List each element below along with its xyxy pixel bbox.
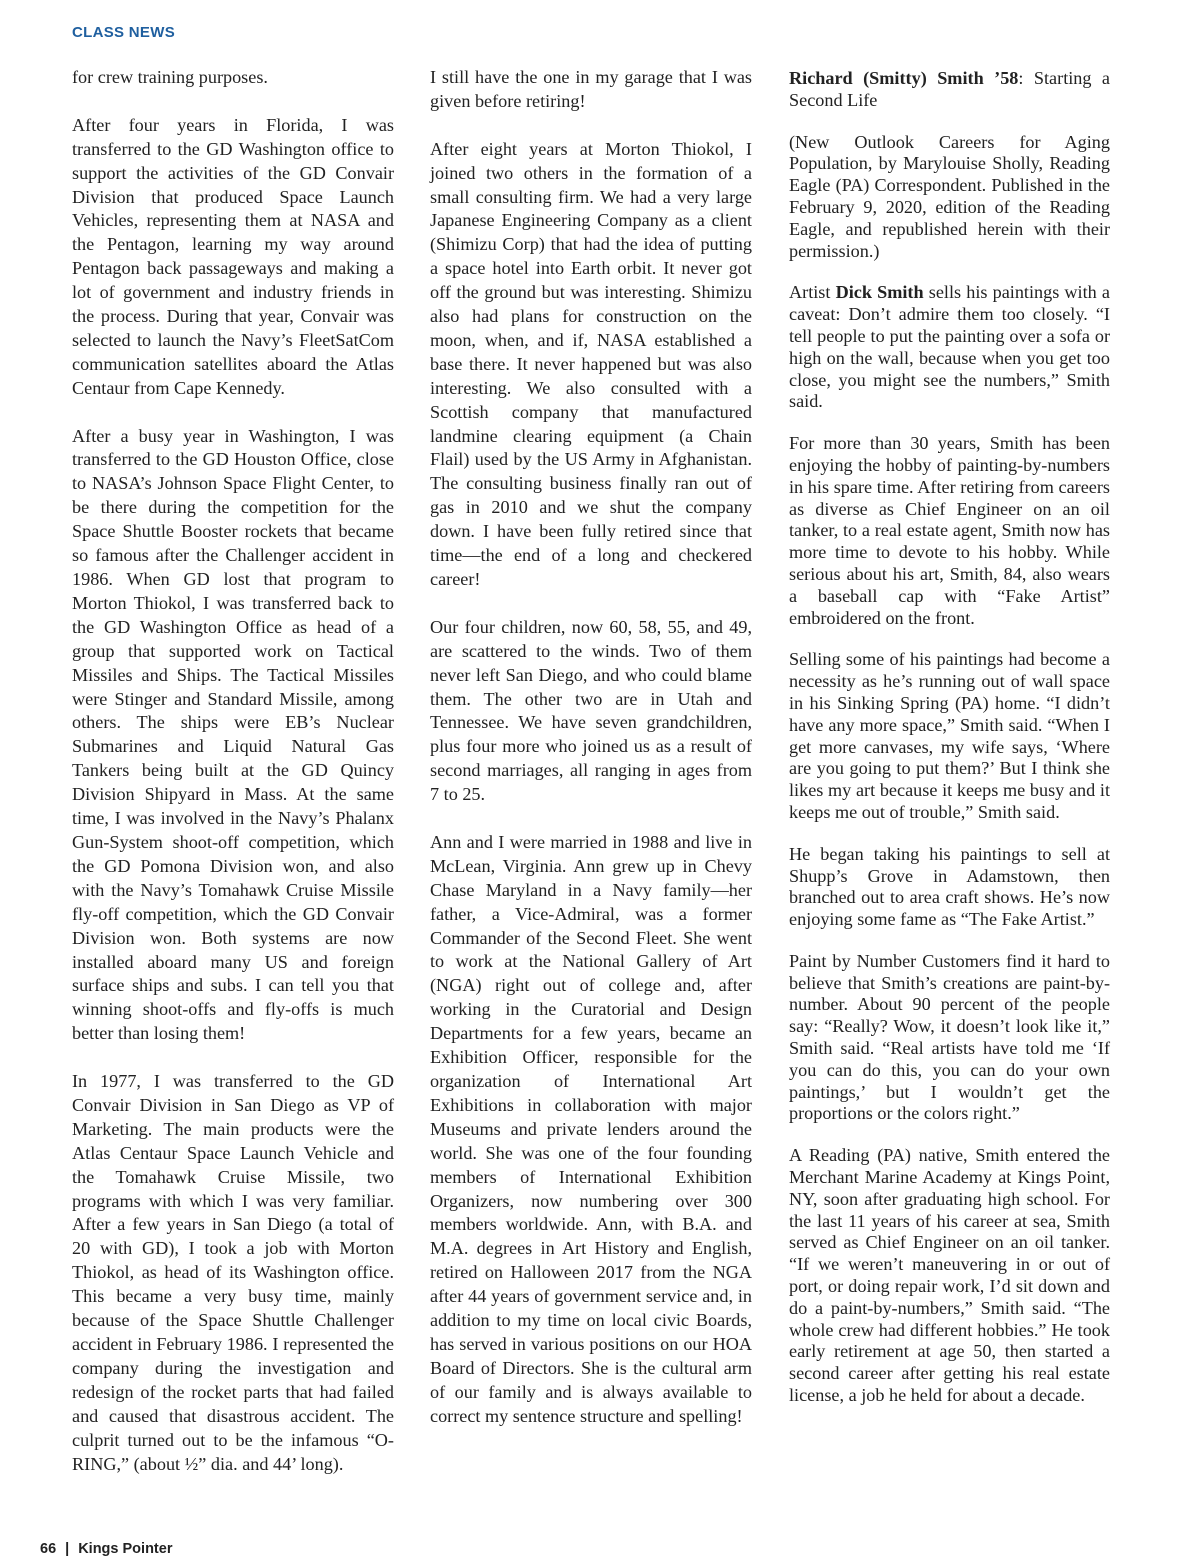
article-attribution: (New Outlook Careers for Aging Population, by Marylouise Sholly, Reading Eagle (PA) Correspondent. Published in the February 9, 2020, edition of the Reading Eagle, and republished herein with their permission.): [789, 131, 1110, 261]
body-paragraph: Our four children, now 60, 58, 55, and 49, are scattered to the winds. Two of them never left San Diego, and who could blame them. The other two are in Utah and Tennessee. We have seven grandchildren, plus four more who joined us as a result of second marriages, all ranging in ages from 7 to 25.: [430, 616, 752, 805]
artist-name: Dick Smith: [835, 282, 924, 303]
column-3: [789, 68, 1110, 1427]
column-2: [430, 66, 752, 1429]
body-paragraph: After four years in Florida, I was transferred to the GD Washington office to support the activities of the GD Convair Division that produced Space Launch Vehicles, representing them at NASA and the Pentagon, learning my way around Pentagon back passageways and making a lot of government and industry friends in the process. During that year, Convair was selected to launch the Navy’s FleetSatCom communication satellites aboard the Atlas Centaur from Cape Kennedy.: [72, 114, 394, 398]
article-heading-name: Richard (Smitty) Smith ’58: [789, 68, 1019, 88]
body-paragraph: Selling some of his paintings had become a necessity as he’s running out of wall space in his Sinking Spring (PA) home. “I didn’t have any more space,” Smith said. “When I get more canvases, my wife says, ‘Where are you going to put them?’ But I think she likes my art because it keeps me busy and it keeps me out of trouble,” Smith said.: [789, 649, 1110, 822]
article-heading-subtitle: : Starting a Second Life: [789, 68, 1111, 110]
section-header: CLASS NEWS: [72, 24, 176, 41]
publication-name: Kings Pointer: [78, 1541, 173, 1557]
body-paragraph: After eight years at Morton Thiokol, I joined two others in the formation of a small consulting firm. We had a very large Japanese Engineering Company as a client (Shimizu Corp) that had the idea of putting a space hotel into Earth orbit. It never got off the ground but was interesting. Shimizu also had plans for construction on the moon, when, and if, NASA established a base there. It never happened but was also interesting. We also consulted with a Scottish company that manufactured landmine clearing equipment (a Chain Flail) used by the US Army in Afghanistan. The consulting business finally ran out of gas in 2010 and we shut the company down. I have been fully retired since that time—the end of a long and checkered career!: [430, 138, 752, 590]
text-run: Artist: [789, 282, 836, 303]
page-footer: [40, 1541, 172, 1557]
body-paragraph: Ann and I were married in 1988 and live in McLean, Virginia. Ann grew up in Chevy Chase Maryland in a Navy family—her father, a Vice-Admiral, was a former Commander of the Second Fleet. She went to work at the National Gallery of Art (NGA) right out of college and, after working in the Curatorial and Design Departments for a few years, became an Exhibition Officer, responsible for the organization of International Art Exhibitions in collaboration with major Museums and private lenders around the world. She was one of the four founding members of International Exhibition Organizers, now numbering over 300 members worldwide. Ann, with B.A. and M.A. degrees in Art History and English, retired on Halloween 2017 from the NGA after 44 years of government service and, in addition to my time on local civic Boards, has served in various positions on our HOA Board of Directors. She is the cultural arm of our family and is always available to correct my sentence structure and spelling!: [430, 831, 752, 1426]
body-paragraph: He began taking his paintings to sell at Shupp’s Grove in Adamstown, then branched out to area craft shows. He’s now enjoying some fame as “The Fake Artist.”: [789, 843, 1110, 930]
body-paragraph: Paint by Number Customers find it hard to believe that Smith’s creations are paint-by-number. About 90 percent of the people say: “Really? Wow, it doesn’t look like it,” Smith said. “Real artists have told me ‘If you can do this, you can do your own paintings,’ but I wouldn’t get the proportions or the colors right.”: [789, 950, 1110, 1124]
body-paragraph: for crew training purposes.: [72, 67, 268, 87]
page-number: 66: [40, 1541, 57, 1557]
body-paragraph: I still have the one in my garage that I was given before retiring!: [430, 67, 752, 111]
body-paragraph: [789, 282, 1110, 413]
body-paragraph: A Reading (PA) native, Smith entered the Merchant Marine Academy at Kings Point, NY, soon after graduating high school. For the last 11 years of his career at sea, Smith served as Chief Engineer on an oil tanker. “If we weren’t maneuvering in or out of port, or doing repair work, I’d sit down and do a paint-by-numbers,” Smith said. “The whole crew had different hobbies.” He took early retirement at age 50, then started a second career after getting his real estate license, a job he held for about a decade.: [789, 1145, 1110, 1406]
body-paragraph: In 1977, I was transferred to the GD Convair Division in San Diego as VP of Marketing. The main products were the Atlas Centaur Space Launch Vehicle and the Tomahawk Cruise Missile, two programs with which I was very familiar. After a few years in San Diego (a total of 20 with GD), I took a job with Morton Thiokol, as head of its Washington office. This became a very busy time, mainly because of the Space Shuttle Challenger accident in February 1986. I represented the company during the investigation and redesign of the rocket parts that had failed and caused that disastrous accident. The culprit turned out to be the infamous “O-RING,” (about ½” dia. and 44’ long).: [72, 1071, 394, 1474]
article-heading: [789, 68, 1110, 112]
footer-separator: |: [65, 1541, 70, 1557]
body-paragraph: For more than 30 years, Smith has been enjoying the hobby of painting-by-numbers in his spare time. After retiring from careers as diverse as Chief Engineer on an oil tanker, to a real estate agent, Smith now has more time to devote to his hobby. While serious about his art, Smith, 84, also wears a baseball cap with “Fake Artist” embroidered on the front.: [789, 433, 1110, 628]
body-paragraph: After a busy year in Washington, I was transferred to the GD Houston Office, close to NASA’s Johnson Space Flight Center, to be there during the competition for the Space Shuttle Booster rockets that became so famous after the Challenger accident in 1986. When GD lost that program to Morton Thiokol, I was transferred back to the GD Washington Office as head of a group that supported work on Tactical Missiles and Ships. The Tactical Missiles were Stinger and Standard Missile, among others. The ships were EB’s Nuclear Submarines and Liquid Natural Gas Tankers being built at the GD Quincy Division Shipyard in Mass. At the same time, I was involved in the Navy’s Phalanx Gun-System shoot-off competition, which the GD Pomona Division won, and also with the Navy’s Tomahawk Cruise Missile fly-off competition, which the GD Convair Division won. Both systems are now installed aboard many US and foreign surface ships and subs. I can tell you that winning shoot-offs and fly-offs is much better than losing them!: [72, 425, 394, 1044]
column-1: [72, 66, 394, 1476]
text-run: sells his paintings with a caveat: Don’t admire them too closely. “I tell people to put the painting over a sofa or high on the wall, because when you get too close, you might see the numbers,” Smith said.: [789, 282, 1110, 412]
